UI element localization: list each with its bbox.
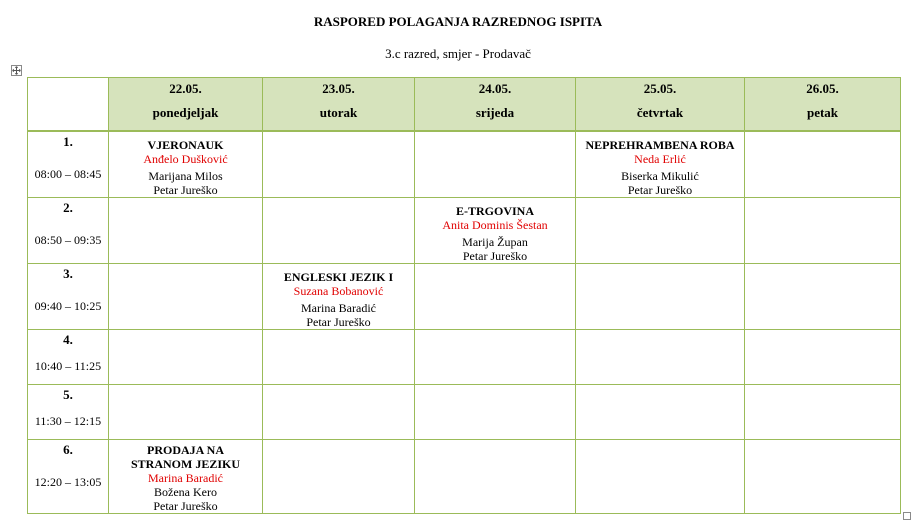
table-resize-handle[interactable] [903, 512, 911, 520]
day-header-friday [745, 78, 901, 132]
empty-cell [745, 198, 901, 264]
table-row [28, 198, 901, 264]
day-date: 26.05. [806, 81, 839, 96]
exam-member: Petar Jureško [153, 183, 218, 197]
exam-cell [576, 131, 745, 198]
exam-cell [109, 440, 263, 514]
empty-cell [745, 440, 901, 514]
table-row [28, 385, 901, 440]
empty-cell [263, 440, 415, 514]
day-name: ponedjeljak [152, 105, 219, 120]
empty-cell [109, 264, 263, 330]
empty-cell [415, 330, 576, 385]
day-header-wednesday [415, 78, 576, 132]
empty-cell [109, 330, 263, 385]
empty-cell [576, 264, 745, 330]
table-row [28, 440, 901, 514]
day-name: petak [806, 105, 839, 120]
day-date: 24.05. [478, 81, 512, 96]
document-title: RASPORED POLAGANJA RAZREDNOG ISPITA [313, 14, 603, 29]
slot-number: 6. [63, 442, 73, 457]
exam-examiner: Neda Erlić [634, 152, 686, 166]
slot-cell [28, 385, 109, 440]
day-name: srijeda [475, 105, 515, 120]
table-row [28, 330, 901, 385]
day-date: 22.05. [169, 81, 202, 96]
empty-cell [576, 440, 745, 514]
empty-cell [745, 264, 901, 330]
exam-member: Petar Jureško [306, 315, 371, 329]
exam-cell [263, 264, 415, 330]
exam-subject: E-TRGOVINA [455, 204, 534, 218]
exam-subject: PRODAJA NA [147, 443, 224, 457]
day-name: utorak [319, 105, 358, 120]
empty-cell [109, 198, 263, 264]
exam-member: Petar Jureško [462, 249, 528, 263]
empty-cell [109, 385, 263, 440]
empty-cell [263, 198, 415, 264]
exam-examiner: Anđelo Dušković [143, 152, 228, 166]
empty-cell [745, 385, 901, 440]
table-move-handle-icon[interactable] [11, 65, 22, 76]
slot-cell [28, 440, 109, 514]
day-header-tuesday [263, 78, 415, 132]
empty-cell [415, 131, 576, 198]
empty-cell [745, 330, 901, 385]
header-row [28, 78, 901, 132]
exam-member: Biserka Mikulić [621, 169, 699, 183]
exam-subject: NEPREHRAMBENA ROBA [585, 138, 735, 152]
table-row [28, 264, 901, 330]
slot-cell [28, 330, 109, 385]
exam-member: Marijana Milos [148, 169, 223, 183]
exam-member: Božena Kero [154, 485, 217, 499]
slot-cell [28, 131, 109, 198]
slot-number: 2. [63, 200, 73, 215]
slot-number: 4. [63, 332, 73, 347]
table-row [28, 131, 901, 198]
exam-cell [415, 198, 576, 264]
slot-time: 08:00 – 08:45 [34, 167, 102, 181]
empty-cell [415, 440, 576, 514]
empty-cell [745, 131, 901, 198]
exam-member: Marina Baradić [301, 301, 376, 315]
exam-examiner: Suzana Bobanović [293, 284, 384, 298]
exam-subject: VJERONAUK [147, 138, 224, 152]
exam-member: Marija Župan [462, 235, 528, 249]
day-name: četvrtak [636, 105, 684, 120]
exam-subject: STRANOM JEZIKU [130, 457, 240, 471]
slot-time: 08:50 – 09:35 [34, 233, 102, 247]
empty-cell [415, 264, 576, 330]
exam-member: Petar Jureško [627, 183, 693, 197]
corner-cell [28, 78, 109, 132]
empty-cell [263, 385, 415, 440]
exam-examiner: Anita Dominis Šestan [442, 218, 548, 232]
slot-number: 5. [63, 387, 73, 402]
empty-cell [263, 330, 415, 385]
slot-time: 09:40 – 10:25 [34, 299, 102, 313]
day-header-monday [109, 78, 263, 132]
slot-number: 1. [63, 134, 73, 149]
empty-cell [415, 385, 576, 440]
slot-time: 10:40 – 11:25 [34, 359, 102, 373]
day-date: 23.05. [322, 81, 355, 96]
empty-cell [576, 385, 745, 440]
exam-examiner: Marina Baradić [148, 471, 223, 485]
slot-time: 12:20 – 13:05 [34, 475, 102, 489]
day-date: 25.05. [643, 81, 677, 96]
empty-cell [576, 330, 745, 385]
exam-cell [109, 131, 263, 198]
empty-cell [576, 198, 745, 264]
document-subtitle: 3.c razred, smjer - Prodavač [385, 46, 531, 61]
exam-subject: ENGLESKI JEZIK I [283, 270, 394, 284]
slot-time: 11:30 – 12:15 [34, 414, 102, 428]
slot-cell [28, 198, 109, 264]
day-header-thursday [576, 78, 745, 132]
slot-cell [28, 264, 109, 330]
empty-cell [263, 131, 415, 198]
exam-member: Petar Jureško [153, 499, 218, 513]
exam-schedule-table [27, 77, 901, 514]
slot-number: 3. [63, 266, 73, 281]
